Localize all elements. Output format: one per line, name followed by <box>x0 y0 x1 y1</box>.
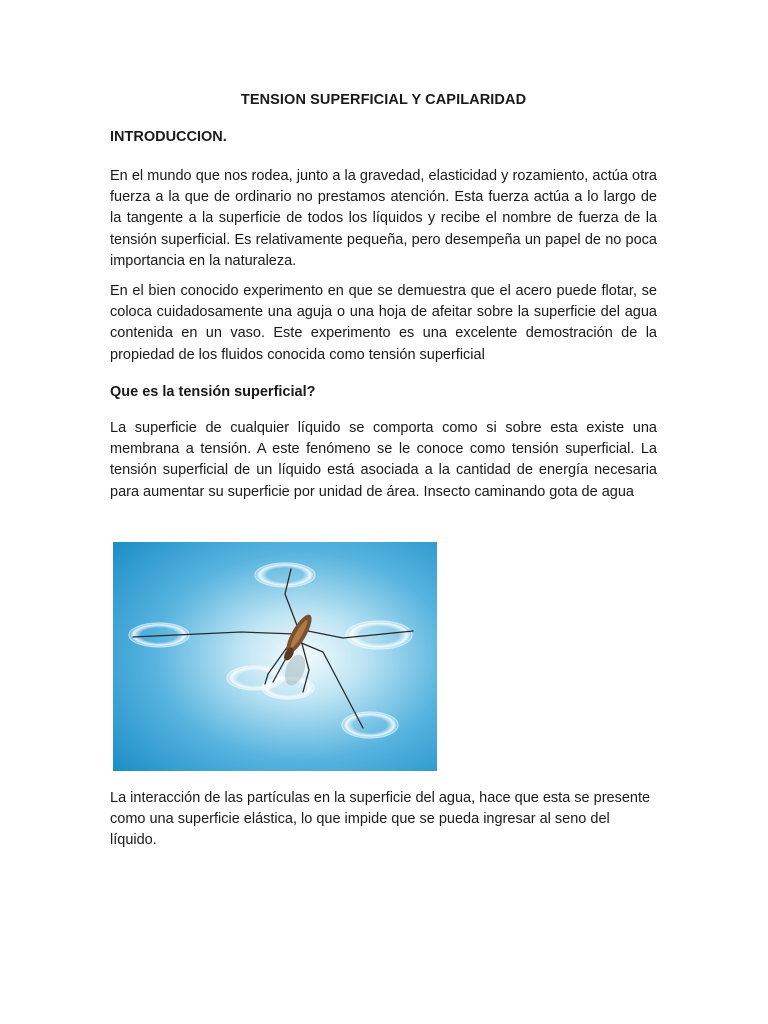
document-title: TENSION SUPERFICIAL Y CAPILARIDAD <box>240 92 527 108</box>
question-heading: Que es la tensión superficial? <box>110 384 316 400</box>
intro-heading: INTRODUCCION. <box>110 129 227 145</box>
paragraph-experiment: En el bien conocido experimento en que se demuestra que el acero puede flotar, se coloca cuidadosamente una aguja o una hoja de afeitar sobre la superficie del agua contenida en un vaso. Este experimento es una excelente demostración de la propiedad de los fluidos conocida como tensión superficial <box>110 283 657 363</box>
paragraph-interaction: La interacción de las partículas en la superficie del agua, hace que esta se presente como una superficie elástica, lo que impide que se pueda ingresar al seno del líquido. <box>110 790 651 849</box>
water-strider-image <box>113 542 437 771</box>
paragraph-definition: La superficie de cualquier líquido se comporta como si sobre esta existe una membrana a tensión. A este fenómeno se le conoce como tensión superficial. La tensión superficial de un líquido está asociada a la cantidad de energía necesaria para aumentar su superficie por unidad de área. Insecto caminando gota de agua <box>110 420 657 500</box>
paragraph-intro: En el mundo que nos rodea, junto a la gravedad, elasticidad y rozamiento, actúa otra fuerza a la que de ordinario no prestamos atención. Esta fuerza actúa a lo largo de la tangente a la superficie de todos los líquidos y recibe el nombre de fuerza de la tensión superficial. Es relativamente pequeña, pero desempeña un papel de no poca importancia en la naturaleza. <box>110 168 657 269</box>
water-strider-illustration <box>113 542 437 771</box>
